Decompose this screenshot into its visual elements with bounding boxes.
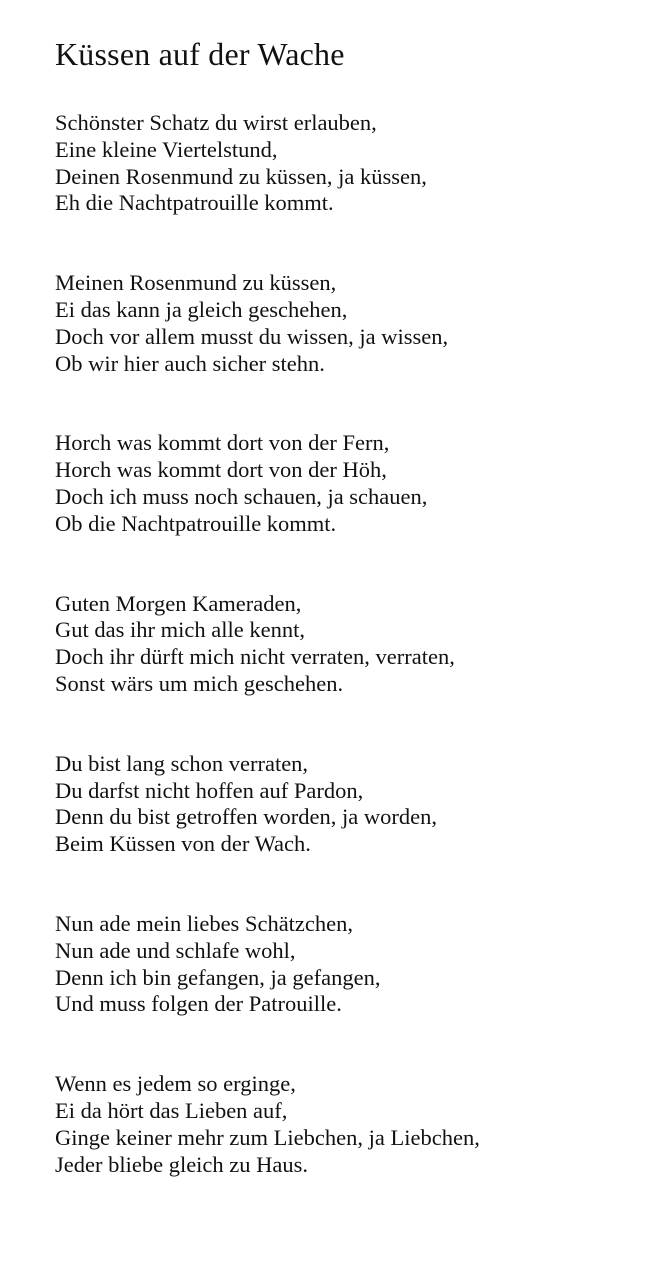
verse-line: Doch vor allem musst du wissen, ja wissen,	[55, 323, 449, 349]
verse-line: Nun ade und schlafe wohl,	[55, 937, 296, 963]
verse-line: Du darfst nicht hoffen auf Pardon,	[55, 777, 364, 803]
verse-line: Gut das ihr mich alle kennt,	[55, 617, 305, 643]
stanza-3	[55, 430, 645, 537]
verse-line: Nun ade mein liebes Schätzchen,	[55, 910, 354, 936]
verse-line: Ob wir hier auch sicher stehn.	[55, 350, 325, 376]
verse-line: Wenn es jedem so erginge,	[55, 1071, 296, 1097]
verse-line: Horch was kommt dort von der Fern,	[55, 430, 390, 456]
stanza-5	[55, 751, 645, 858]
stanza-2	[55, 270, 645, 377]
verse-line: Doch ihr dürft mich nicht verraten, verraten,	[55, 644, 455, 670]
verse-line: Doch ich muss noch schauen, ja schauen,	[55, 483, 428, 509]
stanza-1	[55, 110, 645, 217]
verse-line: Guten Morgen Kameraden,	[55, 590, 302, 616]
verse-line: Ei da hört das Lieben auf,	[55, 1097, 288, 1123]
stanza-4	[55, 591, 645, 698]
verse-line: Denn ich bin gefangen, ja gefangen,	[55, 964, 381, 990]
verse-line: Meinen Rosenmund zu küssen,	[55, 270, 337, 296]
verse-line: Deinen Rosenmund zu küssen, ja küssen,	[55, 163, 427, 189]
verse-line: Eine kleine Viertelstund,	[55, 136, 278, 162]
verse-line: Ei das kann ja gleich geschehen,	[55, 296, 348, 322]
verse-line: Eh die Nachtpatrouille kommt.	[55, 190, 334, 216]
verse-line: Ginge keiner mehr zum Liebchen, ja Liebchen,	[55, 1124, 480, 1150]
poem-body	[55, 110, 645, 1231]
verse-line: Beim Küssen von der Wach.	[55, 831, 311, 857]
verse-line: Sonst wärs um mich geschehen.	[55, 670, 344, 696]
stanza-6	[55, 911, 645, 1018]
verse-line: Horch was kommt dort von der Höh,	[55, 457, 387, 483]
stanza-7	[55, 1071, 645, 1178]
verse-line: Du bist lang schon verraten,	[55, 750, 309, 776]
verse-line: Schönster Schatz du wirst erlauben,	[55, 110, 377, 135]
verse-line: Jeder bliebe gleich zu Haus.	[55, 1151, 309, 1177]
verse-line: Denn du bist getroffen worden, ja worden,	[55, 804, 437, 830]
verse-line: Und muss folgen der Patrouille.	[55, 991, 342, 1017]
verse-line: Ob die Nachtpatrouille kommt.	[55, 510, 337, 536]
poem-title: Küssen auf der Wache	[55, 36, 345, 72]
